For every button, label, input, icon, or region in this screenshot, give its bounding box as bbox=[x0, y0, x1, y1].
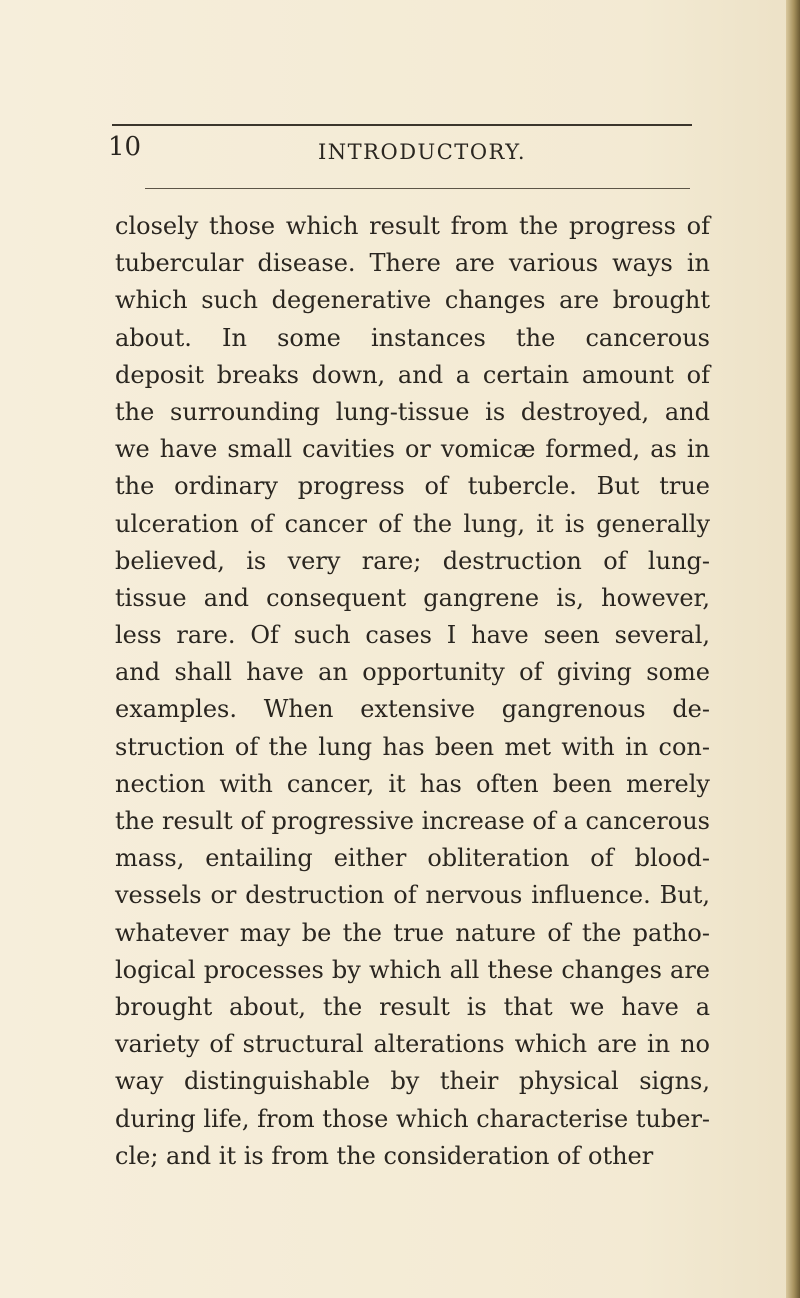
text-line: cle; and it is from the consideration of other bbox=[115, 1141, 654, 1170]
header-rule-top bbox=[112, 124, 692, 126]
text-line: deposit breaks down, and a certain amount of bbox=[115, 360, 710, 389]
text-line: mass, entailing either obliteration of blood- bbox=[115, 844, 710, 873]
text-line: and shall have an opportunity of giving some bbox=[115, 658, 710, 687]
page-edge bbox=[786, 0, 800, 1298]
page-number: 10 bbox=[108, 132, 142, 162]
text-line: tubercular disease. There are various ways in bbox=[115, 249, 710, 278]
text-line: less rare. Of such cases I have seen several, bbox=[115, 621, 710, 650]
text-line: way distinguishable by their physical signs, bbox=[115, 1067, 710, 1096]
text-line: we have small cavities or vomicæ formed, as in bbox=[115, 435, 710, 464]
text-line: the ordinary progress of tubercle. But true bbox=[115, 472, 710, 501]
text-line: whatever may be the true nature of the patho- bbox=[115, 918, 710, 947]
text-line: closely those which result from the progress of bbox=[115, 212, 710, 240]
text-line: variety of structural alterations which are in no bbox=[115, 1030, 710, 1059]
text-line: which such degenerative changes are brought bbox=[115, 286, 710, 315]
running-head: INTRODUCTORY. bbox=[318, 140, 527, 164]
text-line: tissue and consequent gangrene is, however, bbox=[115, 583, 710, 612]
text-line: the surrounding lung-tissue is destroyed, and bbox=[115, 397, 710, 426]
text-line: believed, is very rare; destruction of lung- bbox=[115, 546, 710, 575]
text-line: during life, from those which characterise tuber- bbox=[115, 1104, 711, 1133]
text-line: about. In some instances the cancerous bbox=[115, 323, 710, 352]
text-line: brought about, the result is that we have a bbox=[115, 992, 710, 1021]
body-text bbox=[115, 208, 710, 1175]
text-line: the result of progressive increase of a cancerous bbox=[115, 807, 710, 835]
text-line: examples. When extensive gangrenous de- bbox=[115, 695, 710, 724]
header-rule-bottom bbox=[145, 188, 690, 189]
text-line: nection with cancer, it has often been merely bbox=[115, 769, 710, 798]
text-line: vessels or destruction of nervous influence. But, bbox=[115, 881, 710, 910]
text-line: logical processes by which all these changes are bbox=[115, 955, 710, 984]
text-line: struction of the lung has been met with in con- bbox=[115, 732, 710, 761]
text-line: ulceration of cancer of the lung, it is generally bbox=[115, 509, 710, 538]
